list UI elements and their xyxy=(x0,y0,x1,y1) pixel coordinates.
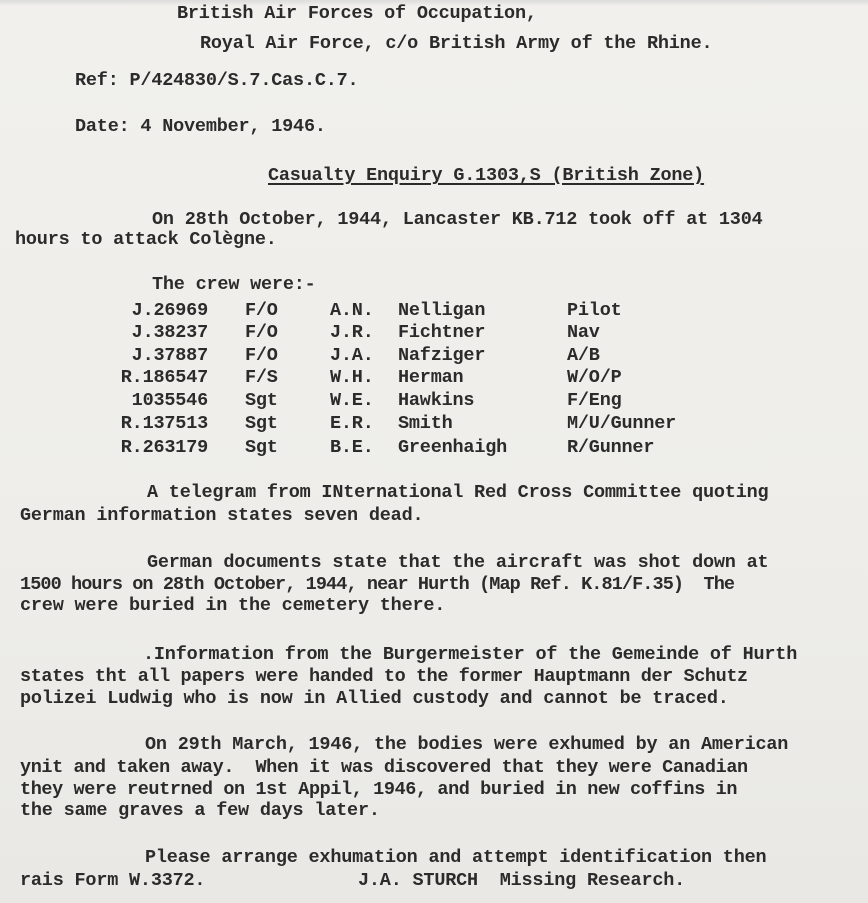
service-number: R.137513 xyxy=(120,413,208,434)
para1-line: hours to attack Colègne. xyxy=(15,229,277,250)
header-line-1: British Air Forces of Occupation, xyxy=(177,3,537,24)
header-line-2: Royal Air Force, c/o British Army of the Rhine. xyxy=(200,33,713,54)
para3-line: crew were buried in the cemetery there. xyxy=(20,595,446,616)
service-number: J.26969 xyxy=(131,300,208,321)
surname: Herman xyxy=(398,367,464,388)
para3-line: 1500 hours on 28th October, 1944, near Hurth (Map Ref. K.81/F.35) The xyxy=(20,574,735,595)
role: W/O/P xyxy=(567,367,622,388)
para5-line: they were reutrned on 1st Appil, 1946, and buried in new coffins in xyxy=(20,779,738,800)
initials: W.H. xyxy=(330,367,374,388)
initials: A.N. xyxy=(330,300,374,321)
signature: J.A. STURCH Missing Research. xyxy=(358,870,686,891)
surname: Hawkins xyxy=(398,390,475,411)
service-number: J.37887 xyxy=(131,345,208,366)
para6-line: Please arrange exhumation and attempt identification then xyxy=(145,847,767,868)
rank: Sgt xyxy=(245,390,278,411)
role: Pilot xyxy=(567,300,622,321)
role: R/Gunner xyxy=(567,437,655,458)
crew-intro: The crew were:- xyxy=(152,274,316,295)
initials: E.R. xyxy=(330,413,374,434)
para6-line: rais Form W.3372. xyxy=(20,870,206,891)
reference: Ref: P/424830/S.7.Cas.C.7. xyxy=(75,70,359,91)
para5-line: the same graves a few days later. xyxy=(20,800,380,821)
service-number: R.263179 xyxy=(120,437,208,458)
para5-line: ynit and taken away. When it was discovered that they were Canadian xyxy=(20,757,748,778)
para2-line: A telegram from INternational Red Cross Committee quoting xyxy=(147,482,769,503)
document-title: Casualty Enquiry G.1303,S (British Zone) xyxy=(268,165,705,186)
surname: Greenhaigh xyxy=(398,437,508,458)
role: A/B xyxy=(567,345,600,366)
para2-line: German information states seven dead. xyxy=(20,505,424,526)
role: Nav xyxy=(567,322,600,343)
service-number: 1035546 xyxy=(131,390,208,411)
para4-line: .Information from the Burgermeister of the Gemeinde of Hurth xyxy=(143,644,798,665)
para4-line: polizei Ludwig who is now in Allied custody and cannot be traced. xyxy=(20,688,729,709)
surname: Smith xyxy=(398,413,453,434)
rank: F/O xyxy=(245,322,278,343)
initials: W.E. xyxy=(330,390,374,411)
rank: Sgt xyxy=(245,437,278,458)
role: F/Eng xyxy=(567,390,622,411)
rank: F/S xyxy=(245,367,278,388)
initials: J.A. xyxy=(330,345,374,366)
para4-line: states tht all papers were handed to the former Hauptmann der Schutz xyxy=(20,666,748,687)
initials: B.E. xyxy=(330,437,374,458)
surname: Nelligan xyxy=(398,300,486,321)
rank: F/O xyxy=(245,345,278,366)
para1-line: On 28th October, 1944, Lancaster KB.712 took off at 1304 xyxy=(152,209,763,230)
surname: Fichtner xyxy=(398,322,486,343)
service-number: J.38237 xyxy=(131,322,208,343)
role: M/U/Gunner xyxy=(567,413,677,434)
para5-line: On 29th March, 1946, the bodies were exhumed by an American xyxy=(145,734,789,755)
date: Date: 4 November, 1946. xyxy=(75,116,326,137)
rank: F/O xyxy=(245,300,278,321)
initials: J.R. xyxy=(330,322,374,343)
surname: Nafziger xyxy=(398,345,486,366)
para3-line: German documents state that the aircraft was shot down at xyxy=(147,552,769,573)
rank: Sgt xyxy=(245,413,278,434)
service-number: R.186547 xyxy=(120,367,208,388)
